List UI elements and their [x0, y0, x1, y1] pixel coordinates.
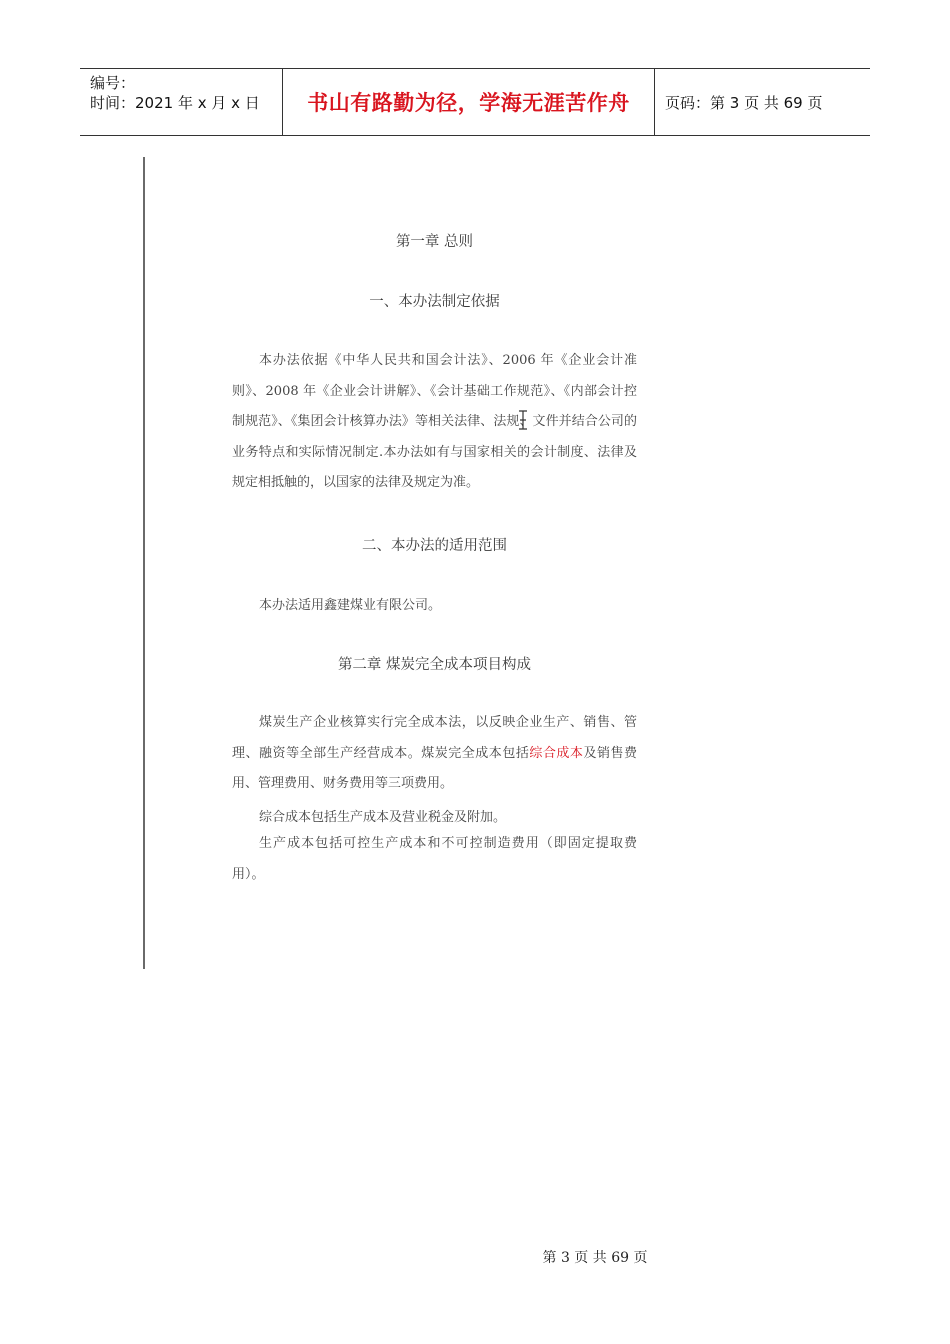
date-label: 时间：2021 年 x 月 x 日 — [90, 94, 260, 112]
header-motto-cell — [282, 69, 655, 135]
chapter2-paragraph-3: 生产成本包括可控生产成本和不可控制造费用（即固定提取费用）。 — [232, 836, 637, 882]
text-cursor-icon — [518, 410, 528, 430]
chapter1-title: 第一章 总则 — [395, 234, 474, 250]
page-header — [80, 68, 870, 136]
scan-margin-line — [143, 157, 145, 969]
motto-text: 书山有路勤为径，学海无涯苦作舟 — [307, 90, 630, 115]
section2-paragraph: 本办法适用鑫建煤业有限公司。 — [259, 598, 442, 613]
header-meta — [80, 69, 282, 135]
section1-paragraph: 本办法依据《中华人民共和国会计法》、2006 年《企业会计准则》、2008 年《企业会计讲解》、《会计基础工作规范》、《内部会计控制规范》、《集团会计核算办法》等相关法律、法规、文件并结合公司的业务特点和实际情况制定.本办法如有与国家相关的会计制度、法律及规定相抵触的，以国家的法律及规定为准。 — [232, 353, 637, 490]
chapter2-para1-text: 煤炭生产企业核算实行完全成本法，以反映企业生产、销售、管理、融资等全部生产经营成本。煤炭完全成本包括 — [232, 715, 637, 761]
page-footer: 第 3 页 共 69 页 — [542, 1250, 648, 1266]
chapter2-paragraph-2: 综合成本包括生产成本及营业税金及附加。 — [259, 810, 507, 825]
page-info-text: 页码：第 3 页 共 69 页 — [665, 93, 823, 112]
section2-title: 二、本办法的适用范围 — [362, 538, 507, 554]
chapter2-title: 第二章 煤炭完全成本项目构成 — [337, 657, 532, 673]
chapter2-paragraph-1 — [232, 708, 637, 800]
chapter2-para1-tail: 及销售费用、管理费用、财务费用等三项费用。 — [232, 745, 637, 791]
header-page-info — [655, 69, 870, 135]
comprehensive-cost-highlight: 综合成本 — [529, 745, 584, 761]
number-label: 编号： — [90, 74, 136, 92]
section1-title: 一、本办法制定依据 — [369, 294, 500, 310]
